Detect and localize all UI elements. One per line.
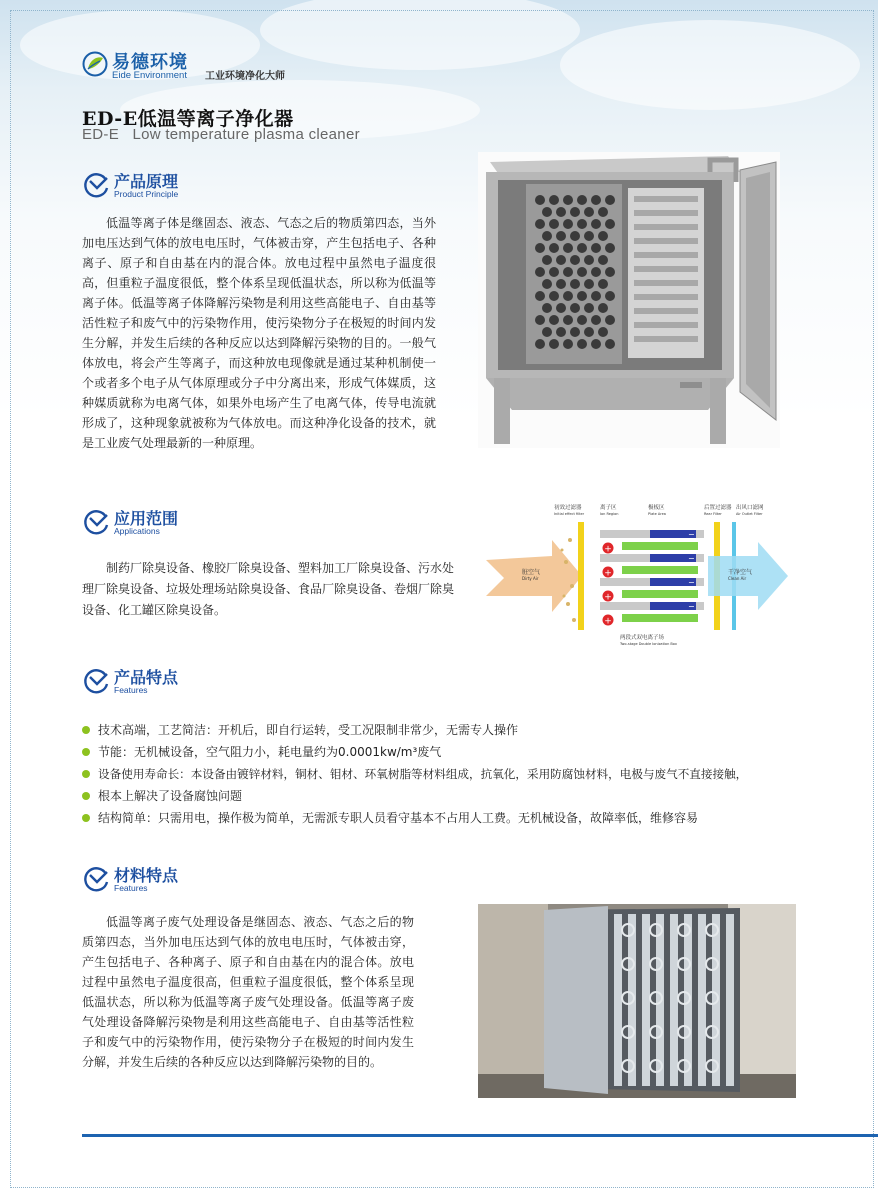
section-subtitle: Features — [114, 883, 148, 893]
section-title: 产品原理 — [114, 172, 179, 191]
section-title: 应用范围 — [114, 509, 179, 528]
bullet-dot-icon — [82, 792, 90, 800]
label-outlet-filter-en: Air Outlet Filter — [736, 512, 763, 516]
label-prefilter: 初效过滤器 — [554, 505, 582, 511]
list-item: 设备使用寿命长：本设备由镀锌材料，铜材、钼材、环氧树脂等材料组成，抗氧化，采用防腐蚀材料，电极与废气不直接接触， — [82, 763, 802, 785]
label-ion-region-en: Ion Region — [600, 512, 619, 516]
plus-sign: + — [604, 568, 612, 579]
section-head-applications — [82, 506, 282, 538]
list-item: 节能：无机械设备，空气阻力小，耗电量约为0.0001kw/m³废气 — [82, 741, 802, 763]
minus-sign: − — [688, 530, 695, 539]
plus-sign: + — [604, 592, 612, 603]
section-subtitle: Applications — [114, 526, 160, 536]
page-subtitle: ED-E Low temperature plasma cleaner — [82, 126, 360, 143]
section-check-icon — [82, 508, 110, 536]
product-photo-tube-module — [478, 904, 796, 1098]
brand-name-en: Eide Environment — [112, 70, 187, 81]
list-item: 结构简单：只需用电，操作极为简单，无需派专职人员看守基本不占用人工费。无机械设备，故障率低，维修容易 — [82, 807, 802, 829]
list-item: 技术高端，工艺简洁：开机后，即自行运转，受工况限制非常少，无需专人操作 — [82, 719, 802, 741]
minus-sign: − — [688, 602, 695, 611]
plus-sign: + — [604, 544, 612, 555]
section-subtitle: Product Principle — [114, 189, 179, 199]
label-ion-region: 离子区 — [600, 505, 617, 511]
brand-name-cn: 易德环境 — [112, 52, 188, 73]
section-head-features — [82, 665, 282, 697]
bullet-dot-icon — [82, 770, 90, 778]
label-two-stage-en: Two-stage Double Ionization Box — [620, 642, 677, 646]
features-list — [82, 719, 802, 829]
bullet-dot-icon — [82, 814, 90, 822]
bullet-dot-icon — [82, 748, 90, 756]
label-dirty-air-en: Dirty Air — [522, 576, 539, 581]
label-dirty-air: 脏空气 — [522, 569, 541, 576]
minus-sign: − — [688, 554, 695, 563]
label-plate-area-en: Plate Area — [648, 512, 666, 516]
sky-background — [0, 0, 878, 170]
footer-divider — [82, 1134, 878, 1137]
principle-text: 低温等离子体是继固态、液态、气态之后的物质第四态，当外加电压达到气体的放电电压时，气体被击穿，产生包括电子、各种离子、原子和自由基在内的混合体。放电过程中虽然电子温度很高，但重粒子温度很低，整个体系呈现低温状态，所以称为低温等离子体。低温等离子体降解污染物是利用这些高能电子、自由基等活性粒子和废气中的污染物作用，使污染物分子在极短的时间内发生分解，并发生后续的各种反应以达到降解污染物的目的。一般气体放电，将会产生等离子，而这种放电现像就是通过某种机制使一个或者多个电子从气体原理或分子中分离出来，形成气体媒质，这种媒质就称为电离气体，如果外电场产生了电离气体，传导电流就形成了，这种现象就被称为气体放电。而这种净化设备的技术，就是工业废气处理最新的一种原理。 — [82, 216, 436, 450]
label-clean-air-en: Clean Air — [728, 576, 747, 581]
section-check-icon — [82, 171, 110, 199]
section-head-materials — [82, 863, 282, 895]
applications-text: 制药厂除臭设备、橡胶厂除臭设备、塑料加工厂除臭设备、污水处理厂除臭设备、垃圾处理场站除臭设备、食品厂除臭设备、卷烟厂除臭设备、化工罐区除臭设备。 — [82, 561, 455, 617]
section-title: 产品特点 — [114, 668, 179, 687]
plasma-process-diagram — [482, 500, 794, 650]
materials-text: 低温等离子废气处理设备是继固态、液态、气态之后的物质第四态，当外加电压达到气体的放电电压时，气体被击穿，产生包括电子、各种离子、原子和自由基在内的混合体。放电过程中虽然电子温度很高，但重粒子温度很低，整个体系呈现低温状态，所以称为低温等离子废气处理设备。低温等离子废气处理设备降解污染物是利用这些高能电子、自由基等活性粒子和废气中的污染物作用，使污染物分子在极短的时间内发生分解，并发生后续的各种反应以达到降解污染物的目的。 — [82, 915, 414, 1069]
brand-slogan: 工业环境净化大师 — [205, 71, 285, 82]
label-rear-filter-en: Rear Filter — [704, 512, 722, 516]
label-prefilter-en: Initial effect filter — [554, 512, 585, 516]
section-head-principle — [82, 169, 282, 201]
bullet-dot-icon — [82, 726, 90, 734]
brand-leaf-icon — [82, 51, 108, 77]
product-photo-purifier — [478, 152, 780, 448]
label-rear-filter: 后置过滤器 — [704, 505, 732, 511]
label-plate-area: 极板区 — [648, 505, 665, 511]
label-clean-air: 干净空气 — [728, 569, 753, 576]
list-item: 根本上解决了设备腐蚀问题 — [82, 785, 802, 807]
label-outlet-filter: 出风口滤网 — [736, 505, 764, 511]
label-two-stage: 两段式双电离子场 — [620, 635, 665, 641]
section-check-icon — [82, 865, 110, 893]
plus-sign: + — [604, 616, 612, 627]
section-check-icon — [82, 667, 110, 695]
section-subtitle: Features — [114, 685, 148, 695]
section-title: 材料特点 — [114, 866, 179, 885]
minus-sign: − — [688, 578, 695, 587]
page-title: ED-E低温等离子净化器 — [82, 108, 294, 130]
